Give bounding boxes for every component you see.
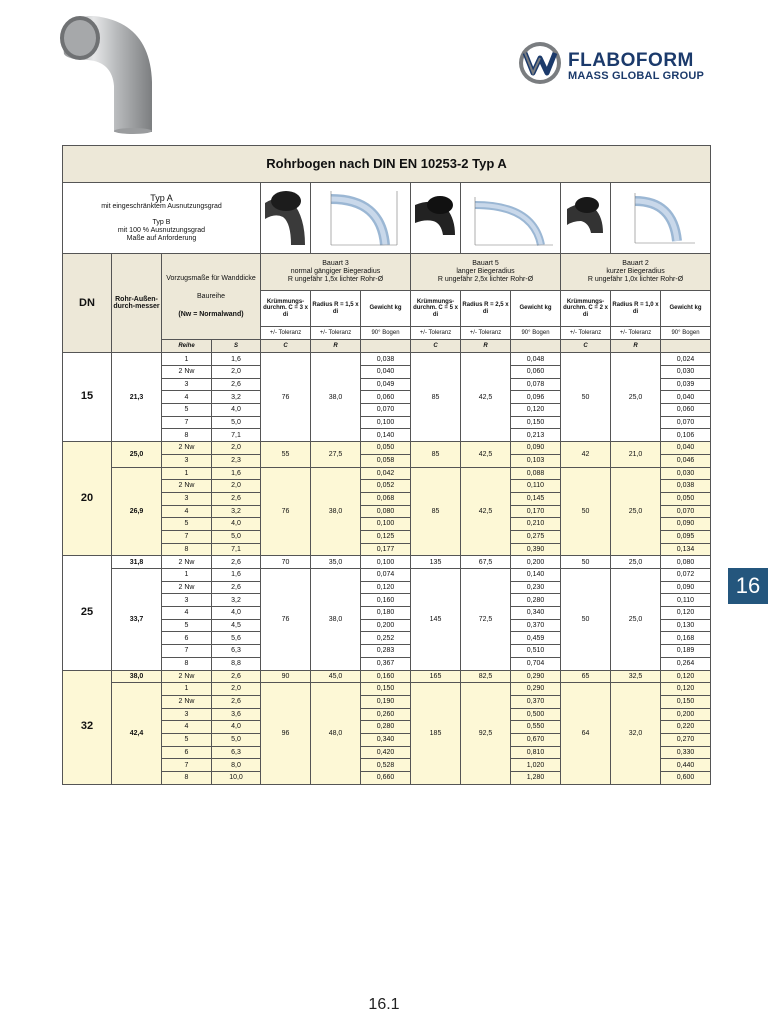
- bauart2-weight-cell: 0,106: [661, 429, 711, 442]
- wall-thickness-cell: 2,0: [212, 366, 261, 379]
- table-row: [63, 353, 711, 366]
- header-c: C: [561, 340, 611, 353]
- bauart3-c-cell: 70: [261, 556, 311, 569]
- bauart5-weight-cell: 0,510: [511, 645, 561, 658]
- bauart3-weight-cell: 0,260: [361, 708, 411, 721]
- bauart2-c-cell: 50: [561, 467, 611, 556]
- bauart5-weight-cell: 0,120: [511, 404, 561, 417]
- table-body: [63, 353, 711, 784]
- flaboform-logo: [516, 40, 716, 92]
- bauart2-weight-cell: 0,110: [661, 594, 711, 607]
- bauart3-weight-cell: 0,180: [361, 607, 411, 620]
- bauart3-weight-cell: 0,420: [361, 746, 411, 759]
- wall-thickness-cell: 3,6: [212, 708, 261, 721]
- elbow-dimensions-table: [62, 145, 711, 785]
- bauart3-weight-cell: 0,340: [361, 733, 411, 746]
- wall-thickness-cell: 4,0: [212, 404, 261, 417]
- wall-thickness-cell: 8,8: [212, 657, 261, 670]
- bauart5-c-cell: 85: [411, 467, 461, 556]
- bauart3-weight-cell: 0,070: [361, 404, 411, 417]
- logo-group-name: MAASS GLOBAL GROUP: [568, 70, 705, 82]
- bauart5-weight-cell: 0,150: [511, 416, 561, 429]
- reihe-cell: 2 Nw: [162, 556, 212, 569]
- bauart2-weight-cell: 0,030: [661, 467, 711, 480]
- bauart2-weight-cell: 0,090: [661, 518, 711, 531]
- bauart2-weight-cell: 0,072: [661, 569, 711, 582]
- section-tab: 16: [728, 568, 768, 604]
- wall-thickness-cell: 2,6: [212, 695, 261, 708]
- reihe-cell: 3: [162, 378, 212, 391]
- outer-diameter-cell: 31,8: [112, 556, 162, 569]
- reihe-cell: 8: [162, 772, 212, 785]
- wall-thickness-cell: 2,0: [212, 442, 261, 455]
- reihe-cell: 3: [162, 594, 212, 607]
- bauart3-c-cell: 96: [261, 683, 311, 785]
- typ-b-description: mit 100 % Ausnutzungsgrad: [117, 227, 206, 235]
- reihe-cell: 2 Nw: [162, 695, 212, 708]
- wall-thickness-cell: 7,1: [212, 543, 261, 556]
- bauart3-weight-cell: 0,190: [361, 695, 411, 708]
- bauart2-weight-cell: 0,134: [661, 543, 711, 556]
- wall-thickness-cell: 2,6: [212, 670, 261, 683]
- header-s: S: [212, 340, 261, 353]
- outer-diameter-cell: 25,0: [112, 442, 162, 467]
- typ-b-label: Typ B: [152, 219, 171, 227]
- wall-thickness-cell: 2,6: [212, 556, 261, 569]
- reihe-cell: 6: [162, 746, 212, 759]
- header-r-bauart3: Radius R = 1,5 x di: [311, 291, 361, 327]
- bauart3-weight-cell: 0,074: [361, 569, 411, 582]
- reihe-cell: 2 Nw: [162, 366, 212, 379]
- reihe-cell: 2 Nw: [162, 670, 212, 683]
- bauart2-r-cell: 21,0: [611, 442, 661, 467]
- wall-thickness-cell: 4,0: [212, 518, 261, 531]
- bauart5-weight-cell: 0,213: [511, 429, 561, 442]
- dn-cell: 25: [63, 556, 112, 670]
- bauart2-weight-cell: 0,330: [661, 746, 711, 759]
- bauart3-weight-cell: 0,140: [361, 429, 411, 442]
- bauart5-c-cell: 165: [411, 670, 461, 683]
- bauart3-c-cell: 76: [261, 569, 311, 671]
- bogen-label: 90° Bogen: [661, 327, 711, 340]
- bauart3-r-cell: 35,0: [311, 556, 361, 569]
- bauart5-weight-cell: 0,670: [511, 733, 561, 746]
- bauart5-weight-cell: 1,280: [511, 772, 561, 785]
- typ-a-label: Typ A: [150, 192, 173, 203]
- reihe-cell: 1: [162, 353, 212, 366]
- wall-thickness-cell: 2,6: [212, 378, 261, 391]
- reihe-cell: 5: [162, 733, 212, 746]
- bauart3-weight-cell: 0,068: [361, 492, 411, 505]
- bauart3-weight-cell: 0,660: [361, 772, 411, 785]
- bauart3-weight-cell: 0,100: [361, 556, 411, 569]
- bauart2-weight-cell: 0,600: [661, 772, 711, 785]
- header-r: R: [461, 340, 511, 353]
- bauart3-weight-cell: 0,252: [361, 632, 411, 645]
- bauart5-weight-cell: 0,550: [511, 721, 561, 734]
- outer-diameter-cell: 33,7: [112, 569, 162, 671]
- bauart2-weight-cell: 0,039: [661, 378, 711, 391]
- wall-thickness-cell: 6,3: [212, 746, 261, 759]
- bauart2-weight-cell: 0,030: [661, 366, 711, 379]
- bauart5-c-cell: 135: [411, 556, 461, 569]
- table-row: [63, 683, 711, 696]
- bauart3-weight-cell: 0,038: [361, 353, 411, 366]
- bauart3-r-cell: 38,0: [311, 353, 361, 442]
- wall-thickness-cell: 1,6: [212, 569, 261, 582]
- bauart2-r-cell: 25,0: [611, 556, 661, 569]
- outer-diameter-cell: 21,3: [112, 353, 162, 442]
- bauart3-weight-cell: 0,280: [361, 721, 411, 734]
- wall-thickness-cell: 2,6: [212, 492, 261, 505]
- bauart5-weight-cell: 0,370: [511, 695, 561, 708]
- header-c-bauart2: Krümmungs-durchm. C = 2 x di: [561, 291, 611, 327]
- bauart3-weight-cell: 0,050: [361, 442, 411, 455]
- wall-thickness-cell: 2,0: [212, 683, 261, 696]
- bauart2-weight-cell: 0,270: [661, 733, 711, 746]
- reihe-cell: 3: [162, 454, 212, 467]
- bauart3-weight-cell: 0,042: [361, 467, 411, 480]
- table-row: [63, 442, 711, 455]
- reihe-cell: 1: [162, 569, 212, 582]
- type-description-cell: [63, 183, 261, 254]
- wall-thickness-cell: 4,5: [212, 619, 261, 632]
- bauart3-weight-cell: 0,058: [361, 454, 411, 467]
- bauart2-weight-cell: 0,038: [661, 480, 711, 493]
- bauart5-c-cell: 185: [411, 683, 461, 785]
- table-title: Rohrbogen nach DIN EN 10253-2 Typ A: [63, 146, 711, 183]
- bauart5-r-cell: 42,5: [461, 467, 511, 556]
- reihe-cell: 4: [162, 391, 212, 404]
- reihe-cell: 1: [162, 683, 212, 696]
- bauart5-c-cell: 85: [411, 353, 461, 442]
- typ-b-note: Maße auf Anforderung: [126, 235, 197, 243]
- bauart3-weight-cell: 0,080: [361, 505, 411, 518]
- header-dn: DN: [63, 254, 112, 353]
- bauart5-weight-cell: 0,340: [511, 607, 561, 620]
- bauart3-weight-cell: 0,177: [361, 543, 411, 556]
- reihe-cell: 5: [162, 518, 212, 531]
- bauart5-weight-cell: 0,090: [511, 442, 561, 455]
- bauart5-weight-cell: 0,103: [511, 454, 561, 467]
- bauart2-weight-cell: 0,120: [661, 670, 711, 683]
- bauart3-c-cell: 76: [261, 353, 311, 442]
- bauart5-r-cell: 67,5: [461, 556, 511, 569]
- bauart2-weight-cell: 0,050: [661, 492, 711, 505]
- bauart3-r-cell: 48,0: [311, 683, 361, 785]
- bauart3-elbow-photo: [261, 183, 311, 254]
- bogen-label: 90° Bogen: [511, 327, 561, 340]
- header-c: C: [261, 340, 311, 353]
- bauart5-c-cell: 145: [411, 569, 461, 671]
- bauart3-c-cell: 76: [261, 467, 311, 556]
- wall-thickness-cell: 5,0: [212, 530, 261, 543]
- reihe-cell: 4: [162, 607, 212, 620]
- wall-thickness-cell: 5,6: [212, 632, 261, 645]
- bauart3-weight-cell: 0,200: [361, 619, 411, 632]
- header-c-bauart5: Krümmungs-durchm. C = 5 x di: [411, 291, 461, 327]
- wall-thickness-cell: 4,0: [212, 607, 261, 620]
- bauart3-weight-cell: 0,120: [361, 581, 411, 594]
- table-row: [63, 670, 711, 683]
- wall-thickness-cell: 10,0: [212, 772, 261, 785]
- wall-thickness-cell: 3,2: [212, 594, 261, 607]
- bauart3-r-cell: 27,5: [311, 442, 361, 467]
- dn-cell: 32: [63, 670, 112, 784]
- bauart5-r-cell: 42,5: [461, 353, 511, 442]
- bauart2-weight-cell: 0,130: [661, 619, 711, 632]
- table-row: [63, 569, 711, 582]
- bauart5-c-cell: 85: [411, 442, 461, 467]
- dn-cell: 20: [63, 442, 112, 556]
- wall-thickness-cell: 2,0: [212, 480, 261, 493]
- header-wall-thickness: Vorzugsmaße für Wanddicke Baureihe (Nw = Normalwand): [162, 254, 261, 340]
- bauart2-weight-cell: 0,264: [661, 657, 711, 670]
- bauart3-weight-cell: 0,100: [361, 518, 411, 531]
- header-kg-bauart5: Gewicht kg: [511, 291, 561, 327]
- wall-thickness-cell: 3,2: [212, 391, 261, 404]
- reihe-cell: 3: [162, 492, 212, 505]
- bauart5-weight-cell: 0,290: [511, 670, 561, 683]
- bauart2-weight-cell: 0,120: [661, 607, 711, 620]
- bauart5-r-cell: 72,5: [461, 569, 511, 671]
- bauart2-weight-cell: 0,040: [661, 442, 711, 455]
- bauart5-weight-cell: 0,048: [511, 353, 561, 366]
- bauart5-weight-cell: 0,810: [511, 746, 561, 759]
- reihe-cell: 8: [162, 429, 212, 442]
- tolerance-label: +/- Toleranz: [311, 327, 361, 340]
- bauart5-weight-cell: 1,020: [511, 759, 561, 772]
- outer-diameter-cell: 38,0: [112, 670, 162, 683]
- bauart2-c-cell: 50: [561, 353, 611, 442]
- reihe-cell: 2 Nw: [162, 480, 212, 493]
- table-row: [63, 556, 711, 569]
- reihe-cell: 8: [162, 657, 212, 670]
- bauart3-weight-cell: 0,060: [361, 391, 411, 404]
- wall-thickness-cell: 8,0: [212, 759, 261, 772]
- typ-a-description: mit eingeschränktem Ausnutzungsgrad: [101, 203, 222, 211]
- wall-thickness-cell: 6,3: [212, 645, 261, 658]
- reihe-cell: 4: [162, 721, 212, 734]
- reihe-cell: 7: [162, 645, 212, 658]
- bauart3-r-cell: 38,0: [311, 569, 361, 671]
- reihe-cell: 3: [162, 708, 212, 721]
- reihe-cell: 5: [162, 619, 212, 632]
- bauart2-weight-cell: 0,090: [661, 581, 711, 594]
- bauart3-weight-cell: 0,367: [361, 657, 411, 670]
- header-blank: [511, 340, 561, 353]
- bauart5-elbow-drawing: [461, 183, 561, 254]
- bauart5-weight-cell: 0,459: [511, 632, 561, 645]
- bauart5-weight-cell: 0,060: [511, 366, 561, 379]
- reihe-cell: 7: [162, 416, 212, 429]
- bogen-label: 90° Bogen: [361, 327, 411, 340]
- bauart5-r-cell: 82,5: [461, 670, 511, 683]
- bauart2-r-cell: 25,0: [611, 569, 661, 671]
- reihe-cell: 2 Nw: [162, 442, 212, 455]
- header-r: R: [311, 340, 361, 353]
- bauart2-c-cell: 42: [561, 442, 611, 467]
- header-r-bauart5: Radius R = 2,5 x di: [461, 291, 511, 327]
- bauart3-weight-cell: 0,283: [361, 645, 411, 658]
- bauart3-r-cell: 38,0: [311, 467, 361, 556]
- bauart3-weight-cell: 0,040: [361, 366, 411, 379]
- bauart3-r-cell: 45,0: [311, 670, 361, 683]
- pipe-elbow-image: [54, 8, 154, 134]
- reihe-cell: 2 Nw: [162, 581, 212, 594]
- bauart3-elbow-drawing: [311, 183, 411, 254]
- outer-diameter-cell: 42,4: [112, 683, 162, 785]
- header-reihe: Reihe: [162, 340, 212, 353]
- bauart2-c-cell: 65: [561, 670, 611, 683]
- header-c-bauart3: Krümmungs-durchm. C = 3 x di: [261, 291, 311, 327]
- header-kg-bauart3: Gewicht kg: [361, 291, 411, 327]
- bauart2-r-cell: 25,0: [611, 353, 661, 442]
- reihe-cell: 4: [162, 505, 212, 518]
- bauart5-r-cell: 42,5: [461, 442, 511, 467]
- logo-name: FLABOFORM: [568, 50, 694, 71]
- bauart5-weight-cell: 0,210: [511, 518, 561, 531]
- wall-thickness-cell: 2,6: [212, 581, 261, 594]
- bauart2-weight-cell: 0,220: [661, 721, 711, 734]
- wall-thickness-cell: 7,1: [212, 429, 261, 442]
- dn-cell: 15: [63, 353, 112, 442]
- header-r: R: [611, 340, 661, 353]
- bauart5-weight-cell: 0,145: [511, 492, 561, 505]
- bauart2-r-cell: 32,0: [611, 683, 661, 785]
- wall-thickness-cell: 1,6: [212, 353, 261, 366]
- bauart5-weight-cell: 0,096: [511, 391, 561, 404]
- bauart2-r-cell: 32,5: [611, 670, 661, 683]
- bauart5-weight-cell: 0,275: [511, 530, 561, 543]
- bauart3-c-cell: 90: [261, 670, 311, 683]
- bauart2-weight-cell: 0,080: [661, 556, 711, 569]
- page-number: 16.1: [368, 996, 400, 1013]
- bauart2-r-cell: 25,0: [611, 467, 661, 556]
- header-c: C: [411, 340, 461, 353]
- bauart5-weight-cell: 0,370: [511, 619, 561, 632]
- bauart2-weight-cell: 0,070: [661, 416, 711, 429]
- bauart2-c-cell: 64: [561, 683, 611, 785]
- tolerance-label: +/- Toleranz: [561, 327, 611, 340]
- bauart3-weight-cell: 0,528: [361, 759, 411, 772]
- bauart2-weight-cell: 0,040: [661, 391, 711, 404]
- bauart3-weight-cell: 0,160: [361, 594, 411, 607]
- bauart5-r-cell: 92,5: [461, 683, 511, 785]
- reihe-cell: 6: [162, 632, 212, 645]
- bauart2-weight-cell: 0,168: [661, 632, 711, 645]
- reihe-cell: 7: [162, 759, 212, 772]
- bauart2-weight-cell: 0,095: [661, 530, 711, 543]
- wall-thickness-cell: 1,6: [212, 467, 261, 480]
- bauart5-elbow-photo: [411, 183, 461, 254]
- bauart2-weight-cell: 0,440: [661, 759, 711, 772]
- bauart2-weight-cell: 0,024: [661, 353, 711, 366]
- reihe-cell: 1: [162, 467, 212, 480]
- wall-thickness-cell: 5,0: [212, 416, 261, 429]
- wall-thickness-cell: 2,3: [212, 454, 261, 467]
- bauart5-weight-cell: 0,170: [511, 505, 561, 518]
- header-bauart2: Bauart 2 kurzer Biegeradius R ungefähr 1,0x lichter Rohr-Ø: [561, 254, 711, 291]
- reihe-cell: 7: [162, 530, 212, 543]
- header-bauart5: Bauart 5 langer Biegeradius R ungefähr 2,5x lichter Rohr-Ø: [411, 254, 561, 291]
- bauart2-c-cell: 50: [561, 569, 611, 671]
- bauart2-weight-cell: 0,060: [661, 404, 711, 417]
- reihe-cell: 8: [162, 543, 212, 556]
- tolerance-label: +/- Toleranz: [611, 327, 661, 340]
- table-row: [63, 467, 711, 480]
- bauart5-weight-cell: 0,390: [511, 543, 561, 556]
- bauart5-weight-cell: 0,704: [511, 657, 561, 670]
- header-bauart3: Bauart 3 normal gängiger Biegeradius R ungefähr 1,5x lichter Rohr-Ø: [261, 254, 411, 291]
- wall-thickness-cell: 5,0: [212, 733, 261, 746]
- bauart5-weight-cell: 0,500: [511, 708, 561, 721]
- bauart3-weight-cell: 0,150: [361, 683, 411, 696]
- bauart3-weight-cell: 0,049: [361, 378, 411, 391]
- bauart2-weight-cell: 0,200: [661, 708, 711, 721]
- bauart2-elbow-photo: [561, 183, 611, 254]
- header-blank: [661, 340, 711, 353]
- wall-thickness-cell: 3,2: [212, 505, 261, 518]
- bauart5-weight-cell: 0,230: [511, 581, 561, 594]
- bauart3-weight-cell: 0,125: [361, 530, 411, 543]
- bauart2-weight-cell: 0,046: [661, 454, 711, 467]
- bauart2-weight-cell: 0,189: [661, 645, 711, 658]
- outer-diameter-cell: 26,9: [112, 467, 162, 556]
- header-r-bauart2: Radius R = 1,0 x di: [611, 291, 661, 327]
- reihe-cell: 5: [162, 404, 212, 417]
- tolerance-label: +/- Toleranz: [261, 327, 311, 340]
- bauart5-weight-cell: 0,280: [511, 594, 561, 607]
- bauart5-weight-cell: 0,140: [511, 569, 561, 582]
- header-kg-bauart2: Gewicht kg: [661, 291, 711, 327]
- wall-thickness-cell: 4,0: [212, 721, 261, 734]
- bauart2-weight-cell: 0,070: [661, 505, 711, 518]
- tolerance-label: +/- Toleranz: [411, 327, 461, 340]
- header-blank: [361, 340, 411, 353]
- bauart5-weight-cell: 0,110: [511, 480, 561, 493]
- bauart2-weight-cell: 0,150: [661, 695, 711, 708]
- tolerance-label: +/- Toleranz: [461, 327, 511, 340]
- bauart5-weight-cell: 0,078: [511, 378, 561, 391]
- bauart5-weight-cell: 0,290: [511, 683, 561, 696]
- logo-emblem-icon: [516, 40, 564, 86]
- bauart2-elbow-drawing: [611, 183, 711, 254]
- bauart3-c-cell: 55: [261, 442, 311, 467]
- bauart3-weight-cell: 0,052: [361, 480, 411, 493]
- bauart2-weight-cell: 0,120: [661, 683, 711, 696]
- header-outer-diameter: Rohr-Außen-durch-messer: [112, 254, 162, 353]
- bauart5-weight-cell: 0,088: [511, 467, 561, 480]
- bauart3-weight-cell: 0,100: [361, 416, 411, 429]
- bauart5-weight-cell: 0,200: [511, 556, 561, 569]
- bauart3-weight-cell: 0,160: [361, 670, 411, 683]
- bauart2-c-cell: 50: [561, 556, 611, 569]
